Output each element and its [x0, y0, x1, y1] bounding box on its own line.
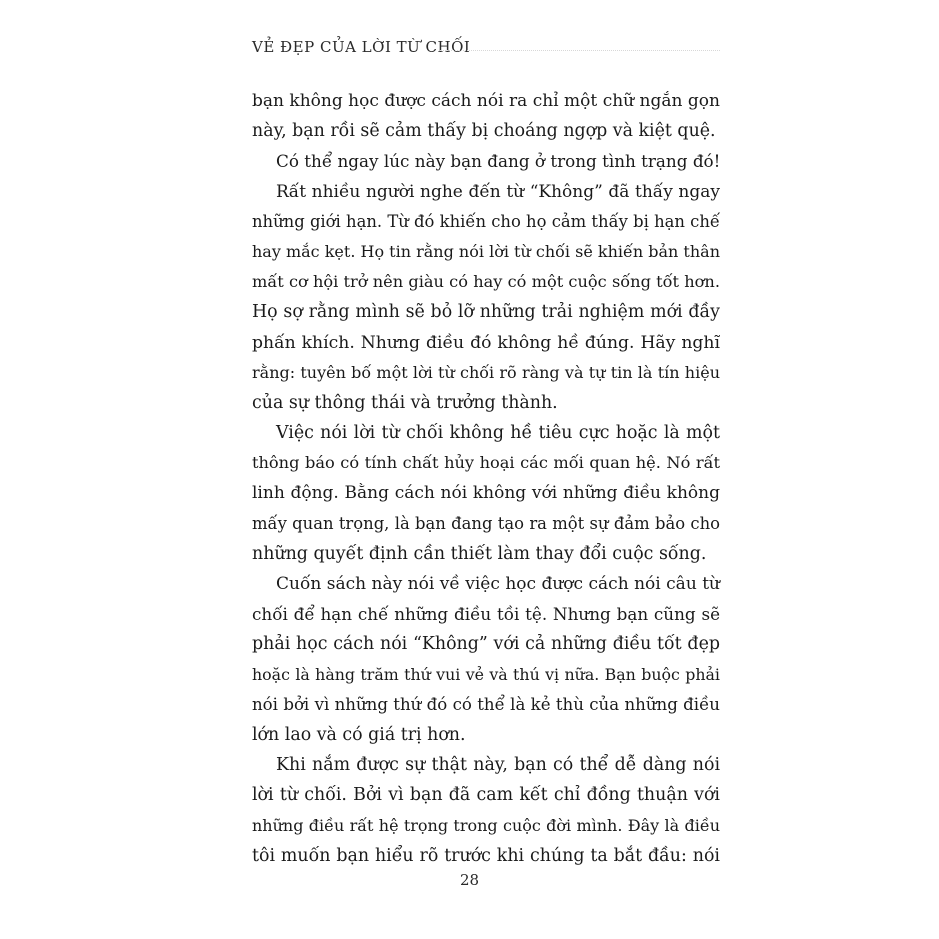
- text-line: Họ sợ rằng mình sẽ bỏ lỡ những trải nghiệm mới đầy: [252, 302, 720, 323]
- text-line: Việc nói lời từ chối không hề tiêu cực hoặc là một: [276, 423, 720, 444]
- text-line: Cuốn sách này nói về việc học được cách nói câu từ: [276, 574, 720, 594]
- text-line: phấn khích. Nhưng điều đó không hề đúng. Hãy nghĩ: [252, 332, 720, 353]
- text-line: nói bởi vì những thứ đó có thể là kẻ thù của những điều: [252, 694, 720, 714]
- text-line: lời từ chối. Bởi vì bạn đã cam kết chỉ đồng thuận với: [252, 785, 720, 806]
- text-line: Rất nhiều người nghe đến từ “Không” đã thấy ngay: [276, 181, 720, 202]
- text-line: này, bạn rồi sẽ cảm thấy bị choáng ngợp và kiệt quệ.: [252, 121, 716, 142]
- text-line: chối để hạn chế những điều tồi tệ. Nhưng bạn cũng sẽ: [252, 604, 720, 625]
- text-line: hoặc là hàng trăm thứ vui vẻ và thú vị nữa. Bạn buộc phải: [252, 664, 720, 684]
- text-line: linh động. Bằng cách nói không với những điều không: [252, 483, 720, 504]
- text-line: của sự thông thái và trưởng thành.: [252, 392, 558, 413]
- text-line: tôi muốn bạn hiểu rõ trước khi chúng ta bắt đầu: nói: [252, 845, 720, 866]
- text-line: những giới hạn. Từ đó khiến cho họ cảm thấy bị hạn chế: [252, 211, 720, 231]
- text-line: hay mắc kẹt. Họ tin rằng nói lời từ chối sẽ khiến bản thân: [252, 241, 720, 261]
- running-head: VẺ ĐẸP CỦA LỜI TỪ CHỐI: [252, 38, 471, 56]
- text-line: lớn lao và có giá trị hơn.: [252, 724, 466, 745]
- page-number: 28: [459, 871, 480, 889]
- text-line: phải học cách nói “Không” với cả những điều tốt đẹp: [252, 634, 720, 655]
- text-line: mấy quan trọng, là bạn đang tạo ra một sự đảm bảo cho: [252, 513, 720, 533]
- text-line: thông báo có tính chất hủy hoại các mối quan hệ. Nó rất: [252, 453, 720, 473]
- text-line: những quyết định cần thiết làm thay đổi cuộc sống.: [252, 543, 707, 564]
- text-line: Có thể ngay lúc này bạn đang ở trong tình trạng đó!: [276, 151, 721, 172]
- text-line: mất cơ hội trở nên giàu có hay có một cuộc sống tốt hơn.: [252, 272, 720, 292]
- text-line: Khi nắm được sự thật này, bạn có thể dễ dàng nói: [276, 755, 720, 776]
- text-line: rằng: tuyên bố một lời từ chối rõ ràng và tự tin là tín hiệu: [252, 362, 720, 382]
- text-line: những điều rất hệ trọng trong cuộc đời mình. Đây là điều: [252, 815, 720, 835]
- running-head-rule: [440, 50, 720, 51]
- body-text: [252, 86, 720, 871]
- text-line: bạn không học được cách nói ra chỉ một chữ ngắn gọn: [252, 91, 720, 111]
